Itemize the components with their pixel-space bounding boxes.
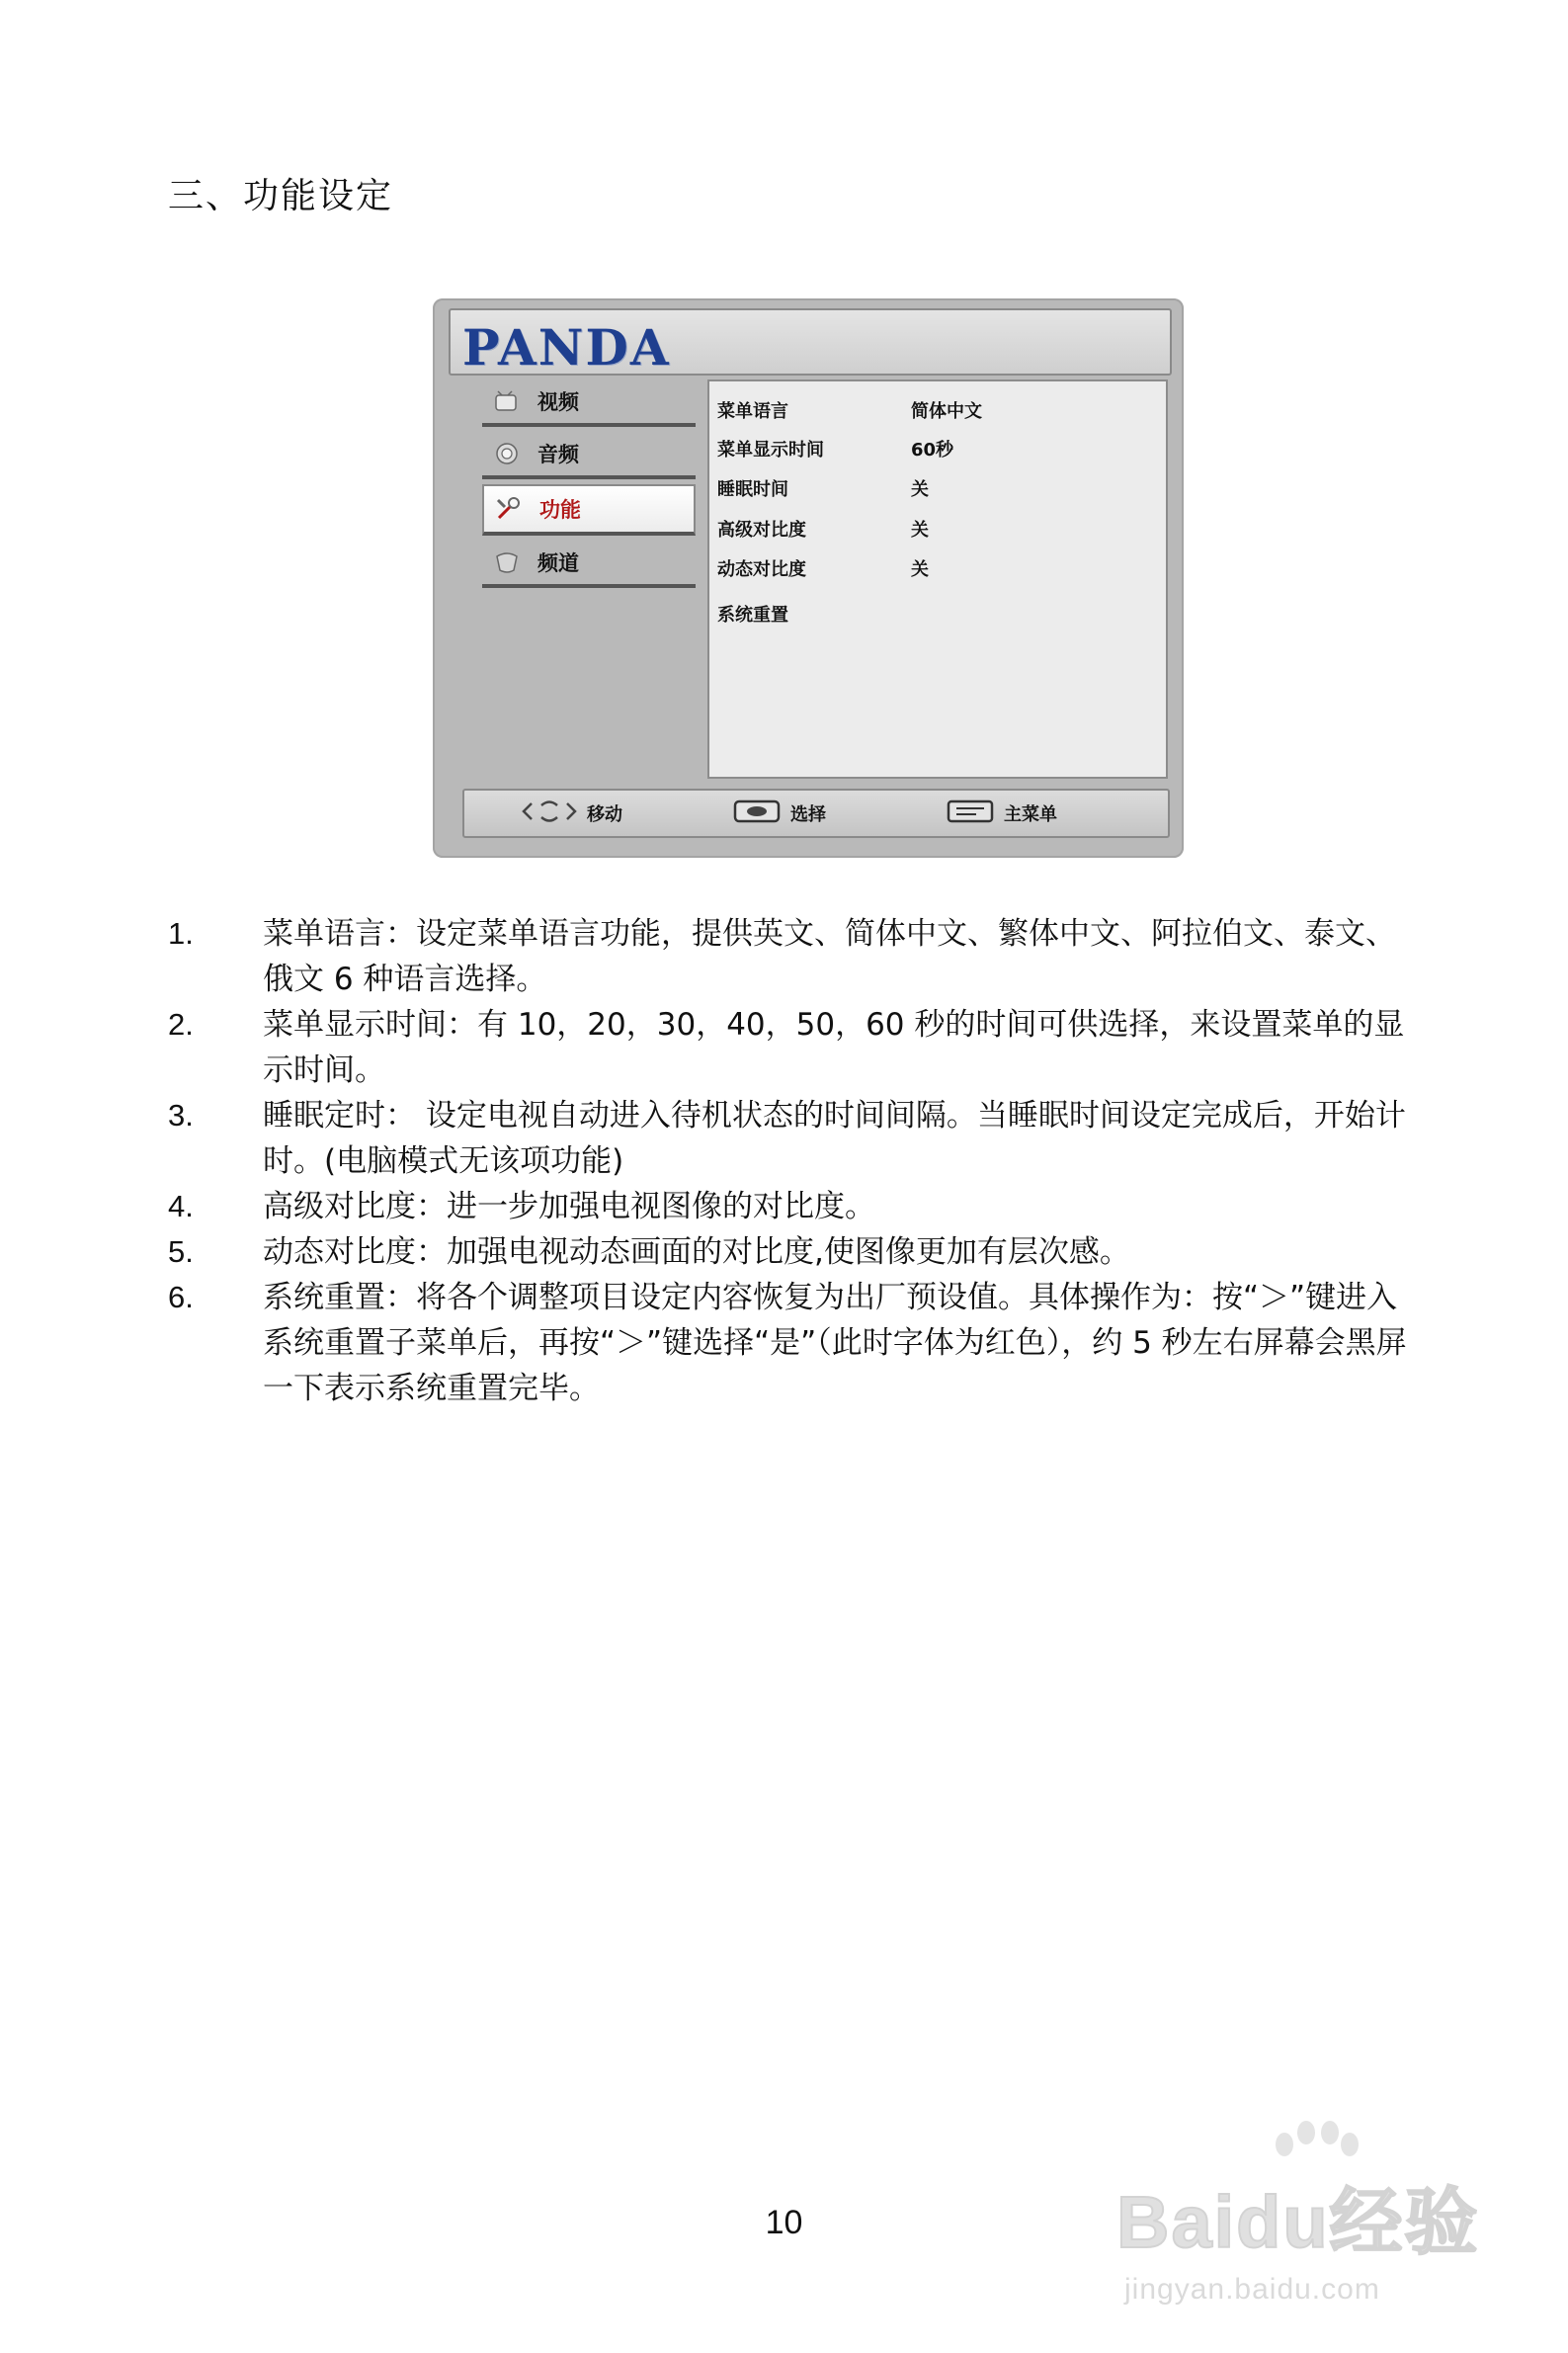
item-number: 3. [168,1098,194,1133]
footer-main-menu-label: 主菜单 [1004,804,1057,825]
item-number: 6. [168,1280,194,1314]
footer-move-label: 移动 [587,804,622,825]
list-item [168,1229,1413,1275]
menu-item-function[interactable] [482,484,696,536]
setting-value: 关 [911,479,929,500]
setting-label: 高级对比度 [717,520,806,541]
setting-label: 系统重置 [717,605,788,626]
footer-select [733,798,826,828]
instruction-list [168,911,1413,1411]
watermark-url: jingyan.baidu.com [1124,2273,1380,2306]
settings-panel [707,379,1168,779]
item-number: 4. [168,1189,194,1223]
setting-row-system-reset[interactable] [717,601,788,627]
list-item [168,1184,1413,1229]
audio-icon [492,441,522,466]
setting-label: 动态对比度 [717,559,806,580]
move-arrows-icon [522,798,577,829]
setting-row-advanced-contrast[interactable] [717,516,929,542]
item-text: 菜单语言：设定菜单语言功能，提供英文、简体中文、繁体中文、阿拉伯文、泰文、俄文 6 种语言选择。 [263,916,1396,997]
brand-logo: PANDA [462,318,671,377]
channel-icon [492,549,522,575]
osd-menu [482,379,696,607]
video-icon [492,388,522,414]
osd-footer [462,789,1170,838]
setting-row-menu-display-time[interactable] [717,436,954,462]
item-number: 2. [168,1007,194,1042]
list-item [168,911,1413,1002]
item-number: 5. [168,1234,194,1269]
setting-row-menu-language[interactable] [717,397,982,423]
setting-value: 关 [911,520,929,541]
ok-button-icon [733,798,781,828]
setting-row-sleep-time[interactable] [717,475,929,501]
section-title: 三、功能设定 [168,176,394,216]
osd-header [449,308,1172,376]
item-text: 系统重置：将各个调整项目设定内容恢复为出厂预设值。具体操作为：按“＞”键进入系统重置子菜单后，再按“＞”键选择“是”（此时字体为红色），约 5 秒左右屏幕会黑屏一下表示系统重置完毕。 [263,1280,1407,1406]
menu-item-label: 音频 [537,443,579,466]
menu-item-audio[interactable] [482,432,696,479]
list-item [168,1002,1413,1093]
item-text: 高级对比度：进一步加强电视图像的对比度。 [263,1189,875,1224]
menu-item-channel[interactable] [482,541,696,588]
menu-item-label: 视频 [537,390,579,414]
menu-item-label: 功能 [539,498,581,522]
setting-label: 菜单显示时间 [717,440,824,461]
setting-label: 菜单语言 [717,401,788,422]
setting-value: 简体中文 [911,401,982,422]
menu-item-video[interactable] [482,379,696,427]
tools-icon [494,496,524,522]
item-number: 1. [168,916,194,951]
list-item [168,1275,1413,1411]
footer-move [522,798,622,828]
menu-item-label: 频道 [537,551,579,575]
item-text: 睡眠定时： 设定电视自动进入待机状态的时间间隔。当睡眠时间设定完成后，开始计时。(电脑模式无该项功能) [263,1098,1406,1179]
setting-label: 睡眠时间 [717,479,788,500]
setting-value: 60秒 [911,440,954,461]
list-item [168,1093,1413,1184]
item-text: 动态对比度：加强电视动态画面的对比度,使图像更加有层次感。 [263,1234,1130,1270]
footer-select-label: 选择 [790,804,826,825]
item-text: 菜单显示时间：有 10，20，30，40，50，60 秒的时间可供选择，来设置菜单的显示时间。 [263,1007,1405,1088]
footer-main-menu [947,798,1057,828]
setting-value: 关 [911,559,929,580]
menu-button-icon [947,798,994,828]
tv-osd-screenshot [433,298,1184,858]
setting-row-dynamic-contrast[interactable] [717,555,929,581]
watermark-logo: Baidu经验 [1116,2181,1480,2263]
page-number: 10 [765,2204,803,2241]
